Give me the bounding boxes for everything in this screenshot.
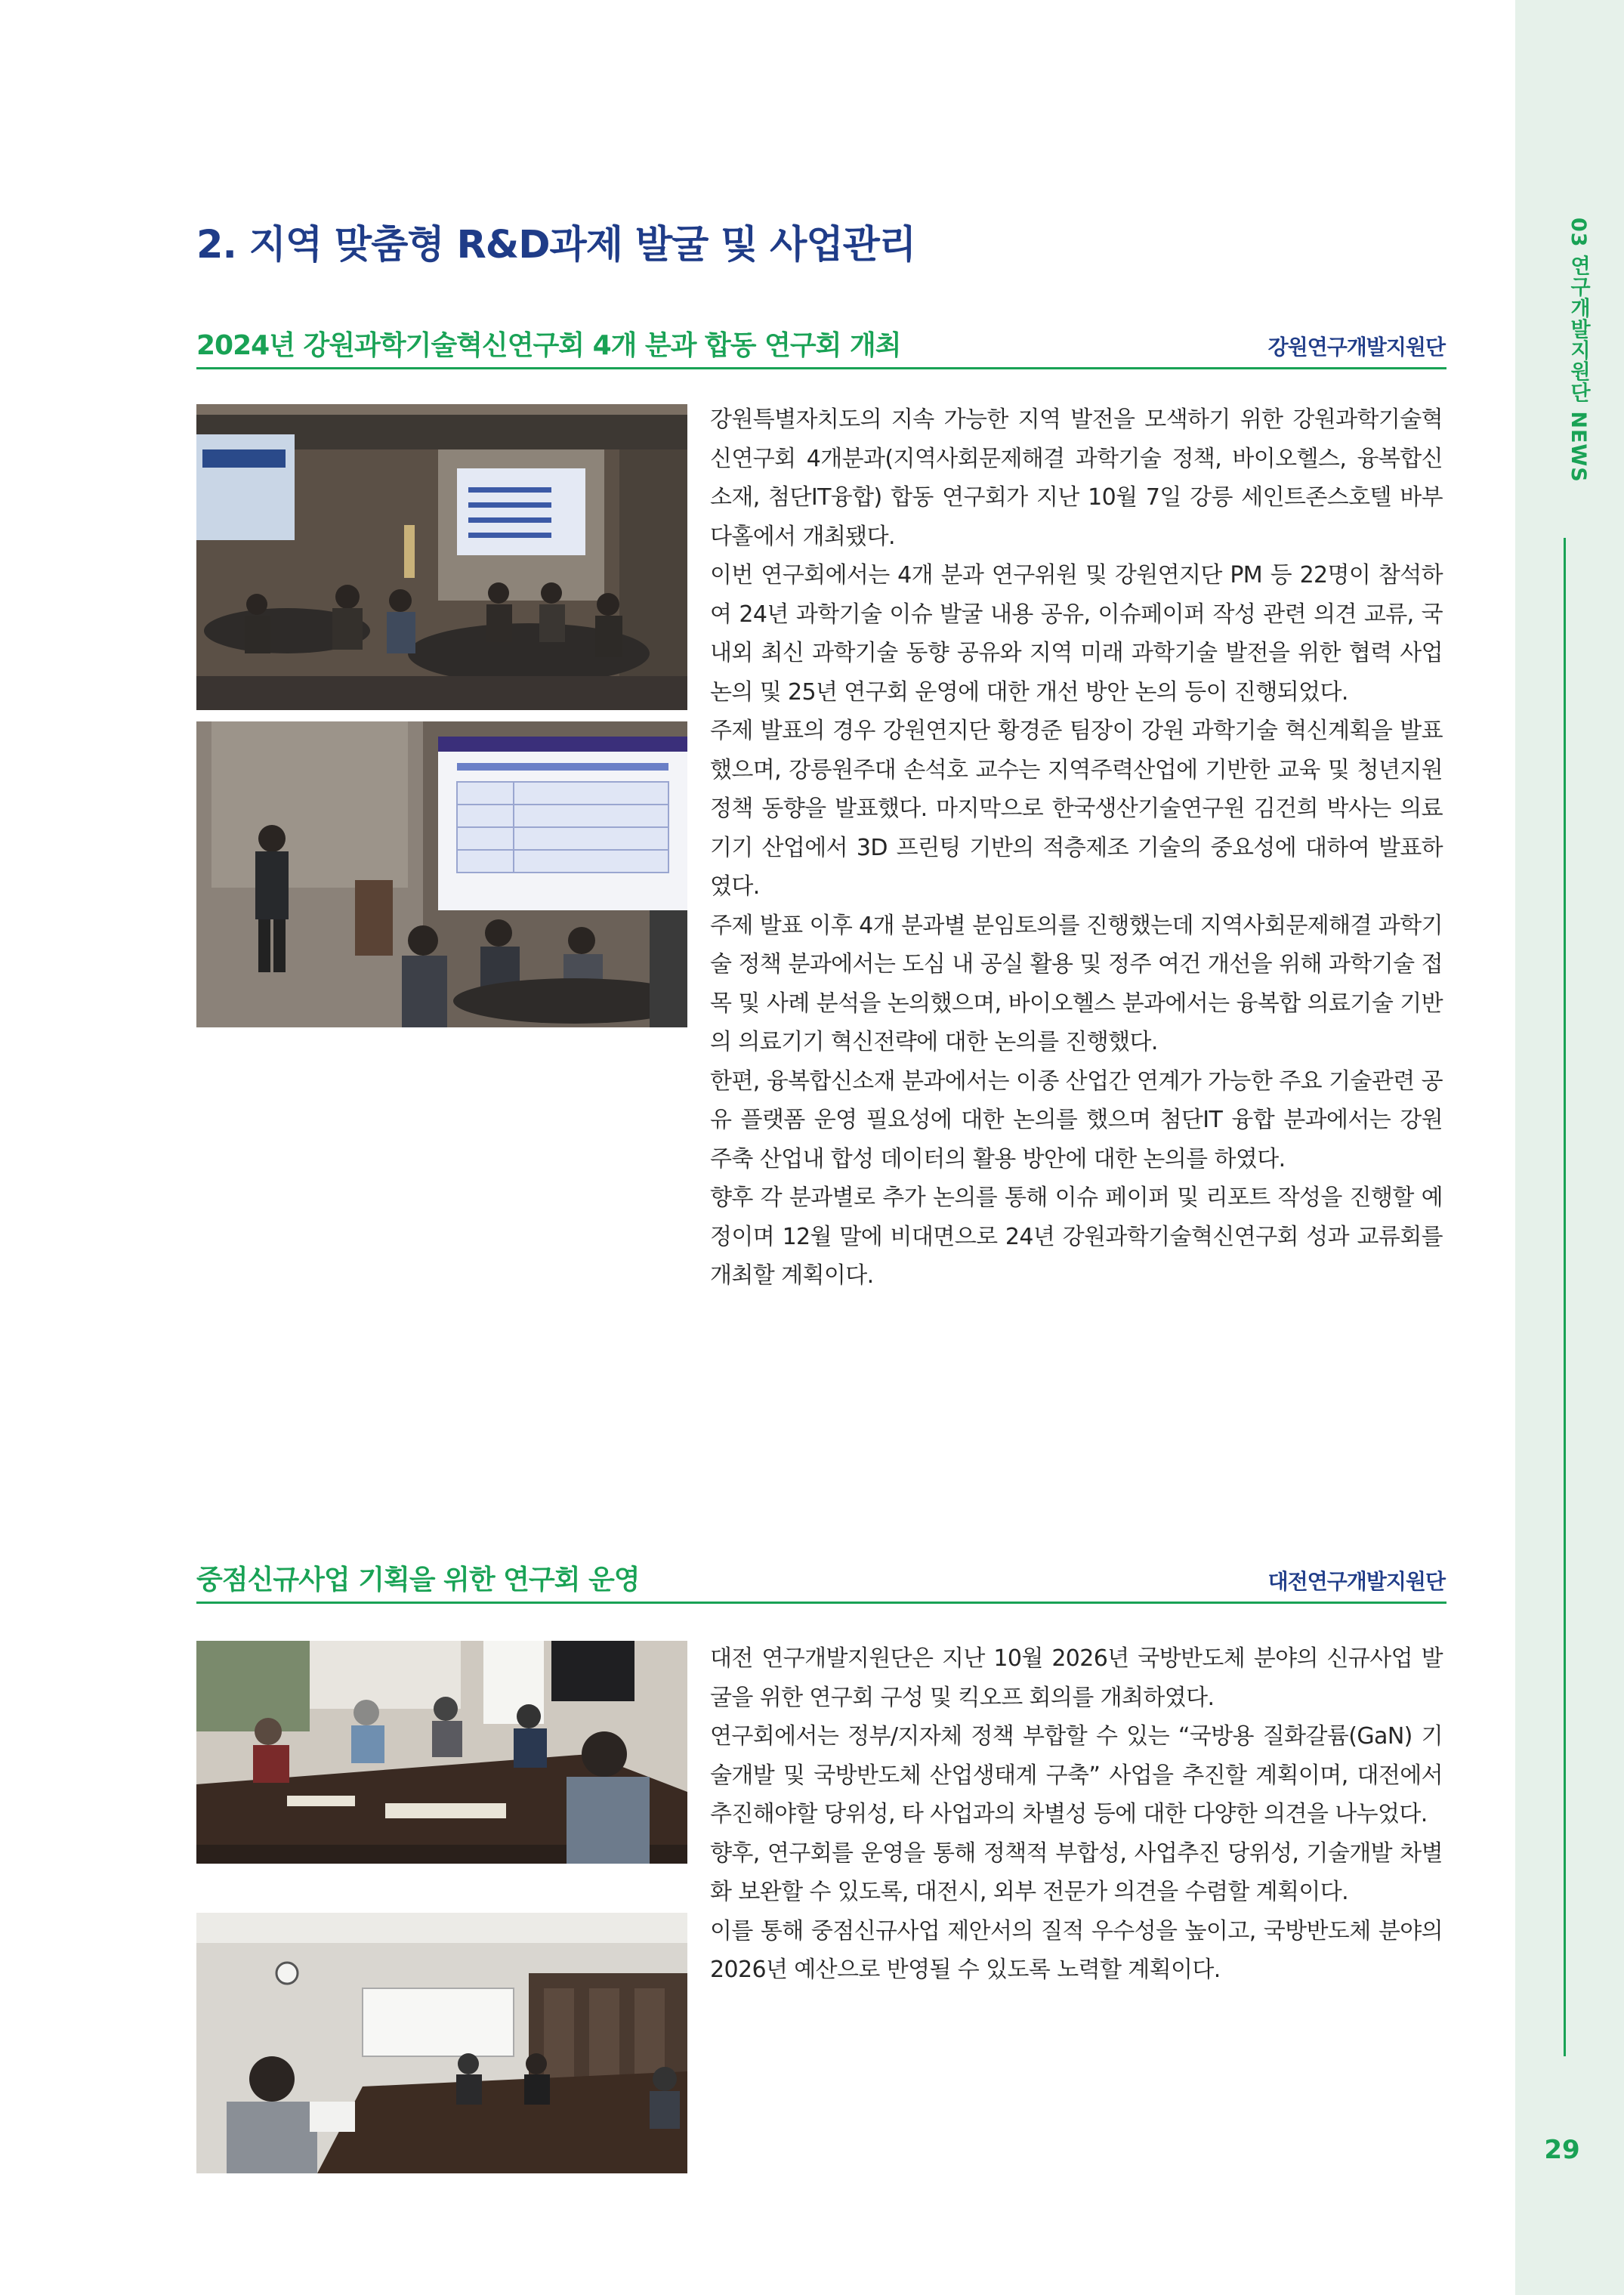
chapter-title: 2. 지역 맞춤형 R&D과제 발굴 및 사업관리 (196, 223, 916, 267)
section2-photo-2 (196, 1913, 687, 2173)
section1-title: 2024년 강원과학기술혁신연구회 4개 분과 합동 연구회 개최 (196, 330, 901, 361)
section2-paragraph: 이를 통해 중점신규사업 제안서의 질적 우수성을 높이고, 국방반도체 분야의 2026년 예산으로 반영될 수 있도록 노력할 계획이다. (710, 1917, 1443, 1983)
section2-paragraph: 연구회에서는 정부/지자체 정책 부합할 수 있는 “국방용 질화갈륨(GaN) 기술개발 및 국방반도체 산업생태계 구축” 사업을 추진할 계획이며, 대전에서 추진해야할 당위성, 타 사업과의 차별성 등에 대한 다양한 의견을 나누었다. (710, 1723, 1443, 1827)
conference-room-image (196, 404, 687, 710)
meeting-room-image (196, 1641, 687, 1864)
section2-paragraph: 향후, 연구회를 운영을 통해 정책적 부합성, 사업추진 당위성, 기술개발 차별화 보완할 수 있도록, 대전시, 외부 전문가 의견을 수렴할 계획이다. (710, 1839, 1443, 1905)
section1-paragraph: 주제 발표의 경우 강원연지단 황경준 팀장이 강원 과학기술 혁신계획을 발표했으며, 강릉원주대 손석호 교수는 지역주력산업에 기반한 교육 및 청년지원정책 동향을 발표했다. 마지막으로 한국생산기술연구원 김건희 박사는 의료기기 산업에서 3D 프린팅 기반의 적층제조 기술의 중요성에 대하여 발표하였다. (710, 718, 1443, 900)
section1-header (196, 332, 1446, 369)
section1-paragraph: 강원특별자치도의 지속 가능한 지역 발전을 모색하기 위한 강원과학기술혁신연구회 4개분과(지역사회문제해결 과학기술 정책, 바이오헬스, 융복합신소재, 첨단IT융합) 합동 연구회가 지난 10월 7일 강릉 세인트존스호텔 바부다홀에서 개최됐다. (710, 406, 1443, 550)
section2-paragraph: 대전 연구개발지원단은 지난 10월 2026년 국방반도체 분야의 신규사업 발굴을 위한 연구회 구성 및 킥오프 회의를 개최하였다. (710, 1645, 1443, 1711)
page-number: 29 (1544, 2135, 1580, 2165)
section1-paragraph: 한편, 융복합신소재 분과에서는 이종 산업간 연계가 가능한 주요 기술관련 공유 플랫폼 운영 필요성에 대한 논의를 했으며 첨단IT 융합 분과에서는 강원 주축 산업내 합성 데이터의 활용 방안에 대한 논의를 하였다. (710, 1067, 1443, 1172)
section1-org: 강원연구개발지원단 (1267, 335, 1445, 360)
section2-header (196, 1564, 1446, 1604)
presentation-image (196, 721, 687, 1027)
section1-paragraph: 이번 연구회에서는 4개 분과 연구위원 및 강원연지단 PM 등 22명이 참석하여 24년 과학기술 이슈 발굴 내용 공유, 이슈페이퍼 작성 관련 의견 교류, 국내외 최신 과학기술 동향 공유와 지역 미래 과학기술 발전을 위한 협력 사업 논의 및 25년 연구회 운영에 대한 개선 방안 논의 등이 진행되었다. (710, 562, 1443, 706)
section1-paragraph: 향후 각 분과별로 추가 논의를 통해 이슈 페이퍼 및 리포트 작성을 진행할 예정이며 12월 말에 비대면으로 24년 강원과학기술혁신연구회 성과 교류회를 개최할 계획이다. (710, 1185, 1443, 1289)
section2-body (710, 1639, 1443, 1990)
section2-photo-1 (196, 1641, 687, 1864)
sidebar-divider (1564, 538, 1566, 2056)
section2-org: 대전연구개발지원단 (1267, 1569, 1445, 1594)
section1-body (710, 400, 1443, 1296)
section1-photo-1 (196, 404, 687, 710)
discussion-room-image (196, 1913, 687, 2173)
sidebar-section-label: 03 연구개발지원단 NEWS (1567, 218, 1590, 483)
section1-paragraph: 주제 발표 이후 4개 분과별 분임토의를 진행했는데 지역사회문제해결 과학기술 정책 분과에서는 도심 내 공실 활용 및 정주 여건 개선을 위해 과학기술 접목 및 사례 분석을 논의했으며, 바이오헬스 분과에서는 융복합 의료기술 기반의 의료기기 혁신전략에 대한 논의를 진행했다. (710, 912, 1443, 1055)
section2-title: 중점신규사업 기획을 위한 연구회 운영 (196, 1564, 640, 1595)
section1-photo-2 (196, 721, 687, 1027)
